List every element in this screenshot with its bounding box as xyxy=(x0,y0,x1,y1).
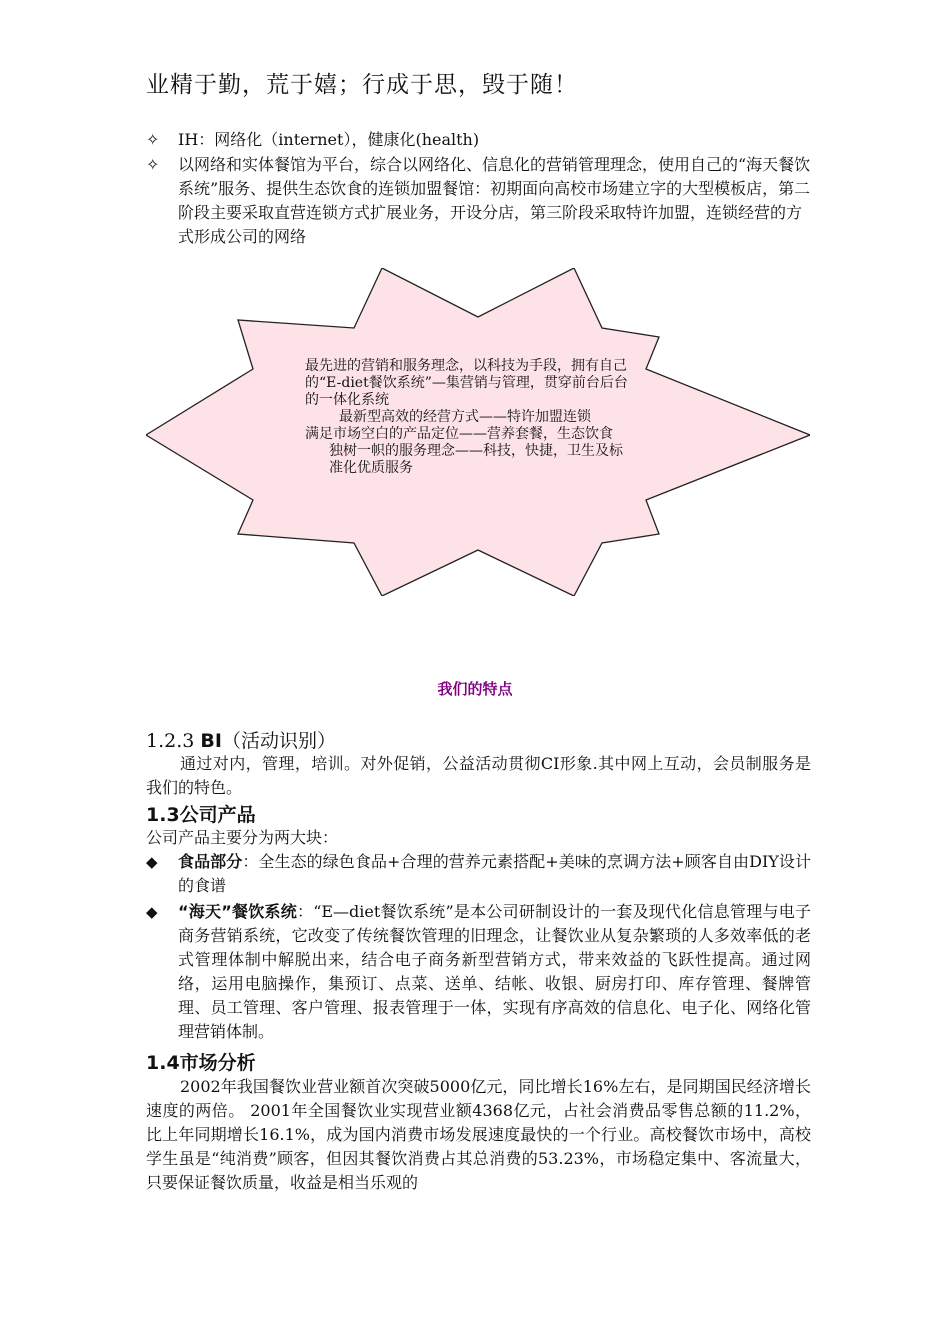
star-text-block xyxy=(305,358,635,477)
ih-bullet-1 xyxy=(146,128,811,152)
product-text: ：“E—diet餐饮系统”是本公司研制设计的一套及现代化信息管理与电子商务营销系统，它改变了传统餐饮管理的旧理念，让餐饮业从复杂繁琐的人多效率低的老式管理体制中解脱出来，结合电子商务新型营销方式，带来效益的飞跃性提高。通过网络，运用电脑操作，集预订、点菜、送单、结帐、收银、厨房打印、库存管理、餐牌管理、员工管理、客户管理、报表管理于一体，实现有序高效的信息化、电子化、网络化管理营销体制。 xyxy=(178,902,811,1041)
section-1-2-3-body: 通过对内，管理，培训。对外促销，公益活动贯彻CI形象.其中网上互动，会员制服务是我们的特色。 xyxy=(146,754,811,797)
star-line: 最新型高效的经营方式——特许加盟连锁 xyxy=(339,409,591,425)
product-text: ：全生态的绿色食品+合理的营养元素搭配+美味的烹调方法+顾客自由DIY设计的食谱 xyxy=(178,852,811,895)
star-line: 独树一帜的服务理念——科技，快捷，卫生及标准化优质服务 xyxy=(329,443,623,476)
motto-heading: 业精于勤，荒于嬉；行成于思，毁于随！ xyxy=(146,72,578,98)
section-1-4-body: 2002年我国餐饮业营业额首次突破5000亿元，同比增长16%左右，是同期国民经济增长速度的两倍。 2001年全国餐饮业实现营业额4368亿元，占社会消费品零售总额的11.2%，比上年同期增长16.1%，成为国内消费市场发展速度最快的一个行业。高校餐饮市场中，高校学生虽是“纯消费”顾客，但因其餐饮消费占其总消费的53.23%，市场稳定集中、客流量大，只要保证餐饮质量，收益是相当乐观的 xyxy=(146,1077,811,1192)
product-label: 食品部分 xyxy=(178,852,243,871)
section-title: （活动识别） xyxy=(221,730,336,752)
sparkle-bullet-icon: ✧ xyxy=(146,155,160,174)
product-label: “海天”餐饮系统 xyxy=(178,902,297,921)
section-1-3-intro: 公司产品主要分为两大块： xyxy=(146,828,339,847)
product-item-system xyxy=(146,900,811,1044)
star-line: 满足市场空白的产品定位——营养套餐，生态饮食 xyxy=(305,426,613,442)
section-1-4-heading: 1.4市场分析 xyxy=(146,1052,256,1074)
section-1-2-3-heading xyxy=(146,726,336,753)
ih-bullet-text: 以网络和实体餐馆为平台，综合以网络化、信息化的营销管理理念，使用自己的“海天餐饮系统”服务、提供生态饮食的连锁加盟餐馆：初期面向高校市场建立字的大型模板店，第二阶段主要采取直营连锁方式扩展业务，开设分店，第三阶段采取特许加盟，连锁经营的方式形成公司的网络 xyxy=(178,155,811,246)
ih-bullet-2 xyxy=(146,153,811,249)
section-1-3-heading: 1.3公司产品 xyxy=(146,804,256,826)
sparkle-bullet-icon: ✧ xyxy=(146,130,160,149)
figure-caption: 我们的特点 xyxy=(437,680,513,698)
diamond-bullet-icon: ◆ xyxy=(146,903,158,921)
section-label: BI xyxy=(200,730,222,752)
product-item-food xyxy=(146,850,811,898)
star-line: 最先进的营销和服务理念，以科技为手段，拥有自己的“E-diet餐饮系统”—集营销与管理，贯穿前台后台的一体化系统 xyxy=(305,358,628,408)
ih-bullet-text: IH：网络化（internet），健康化(health) xyxy=(178,130,480,149)
diamond-bullet-icon: ◆ xyxy=(146,853,158,871)
section-number: 1.2.3 xyxy=(146,730,195,752)
